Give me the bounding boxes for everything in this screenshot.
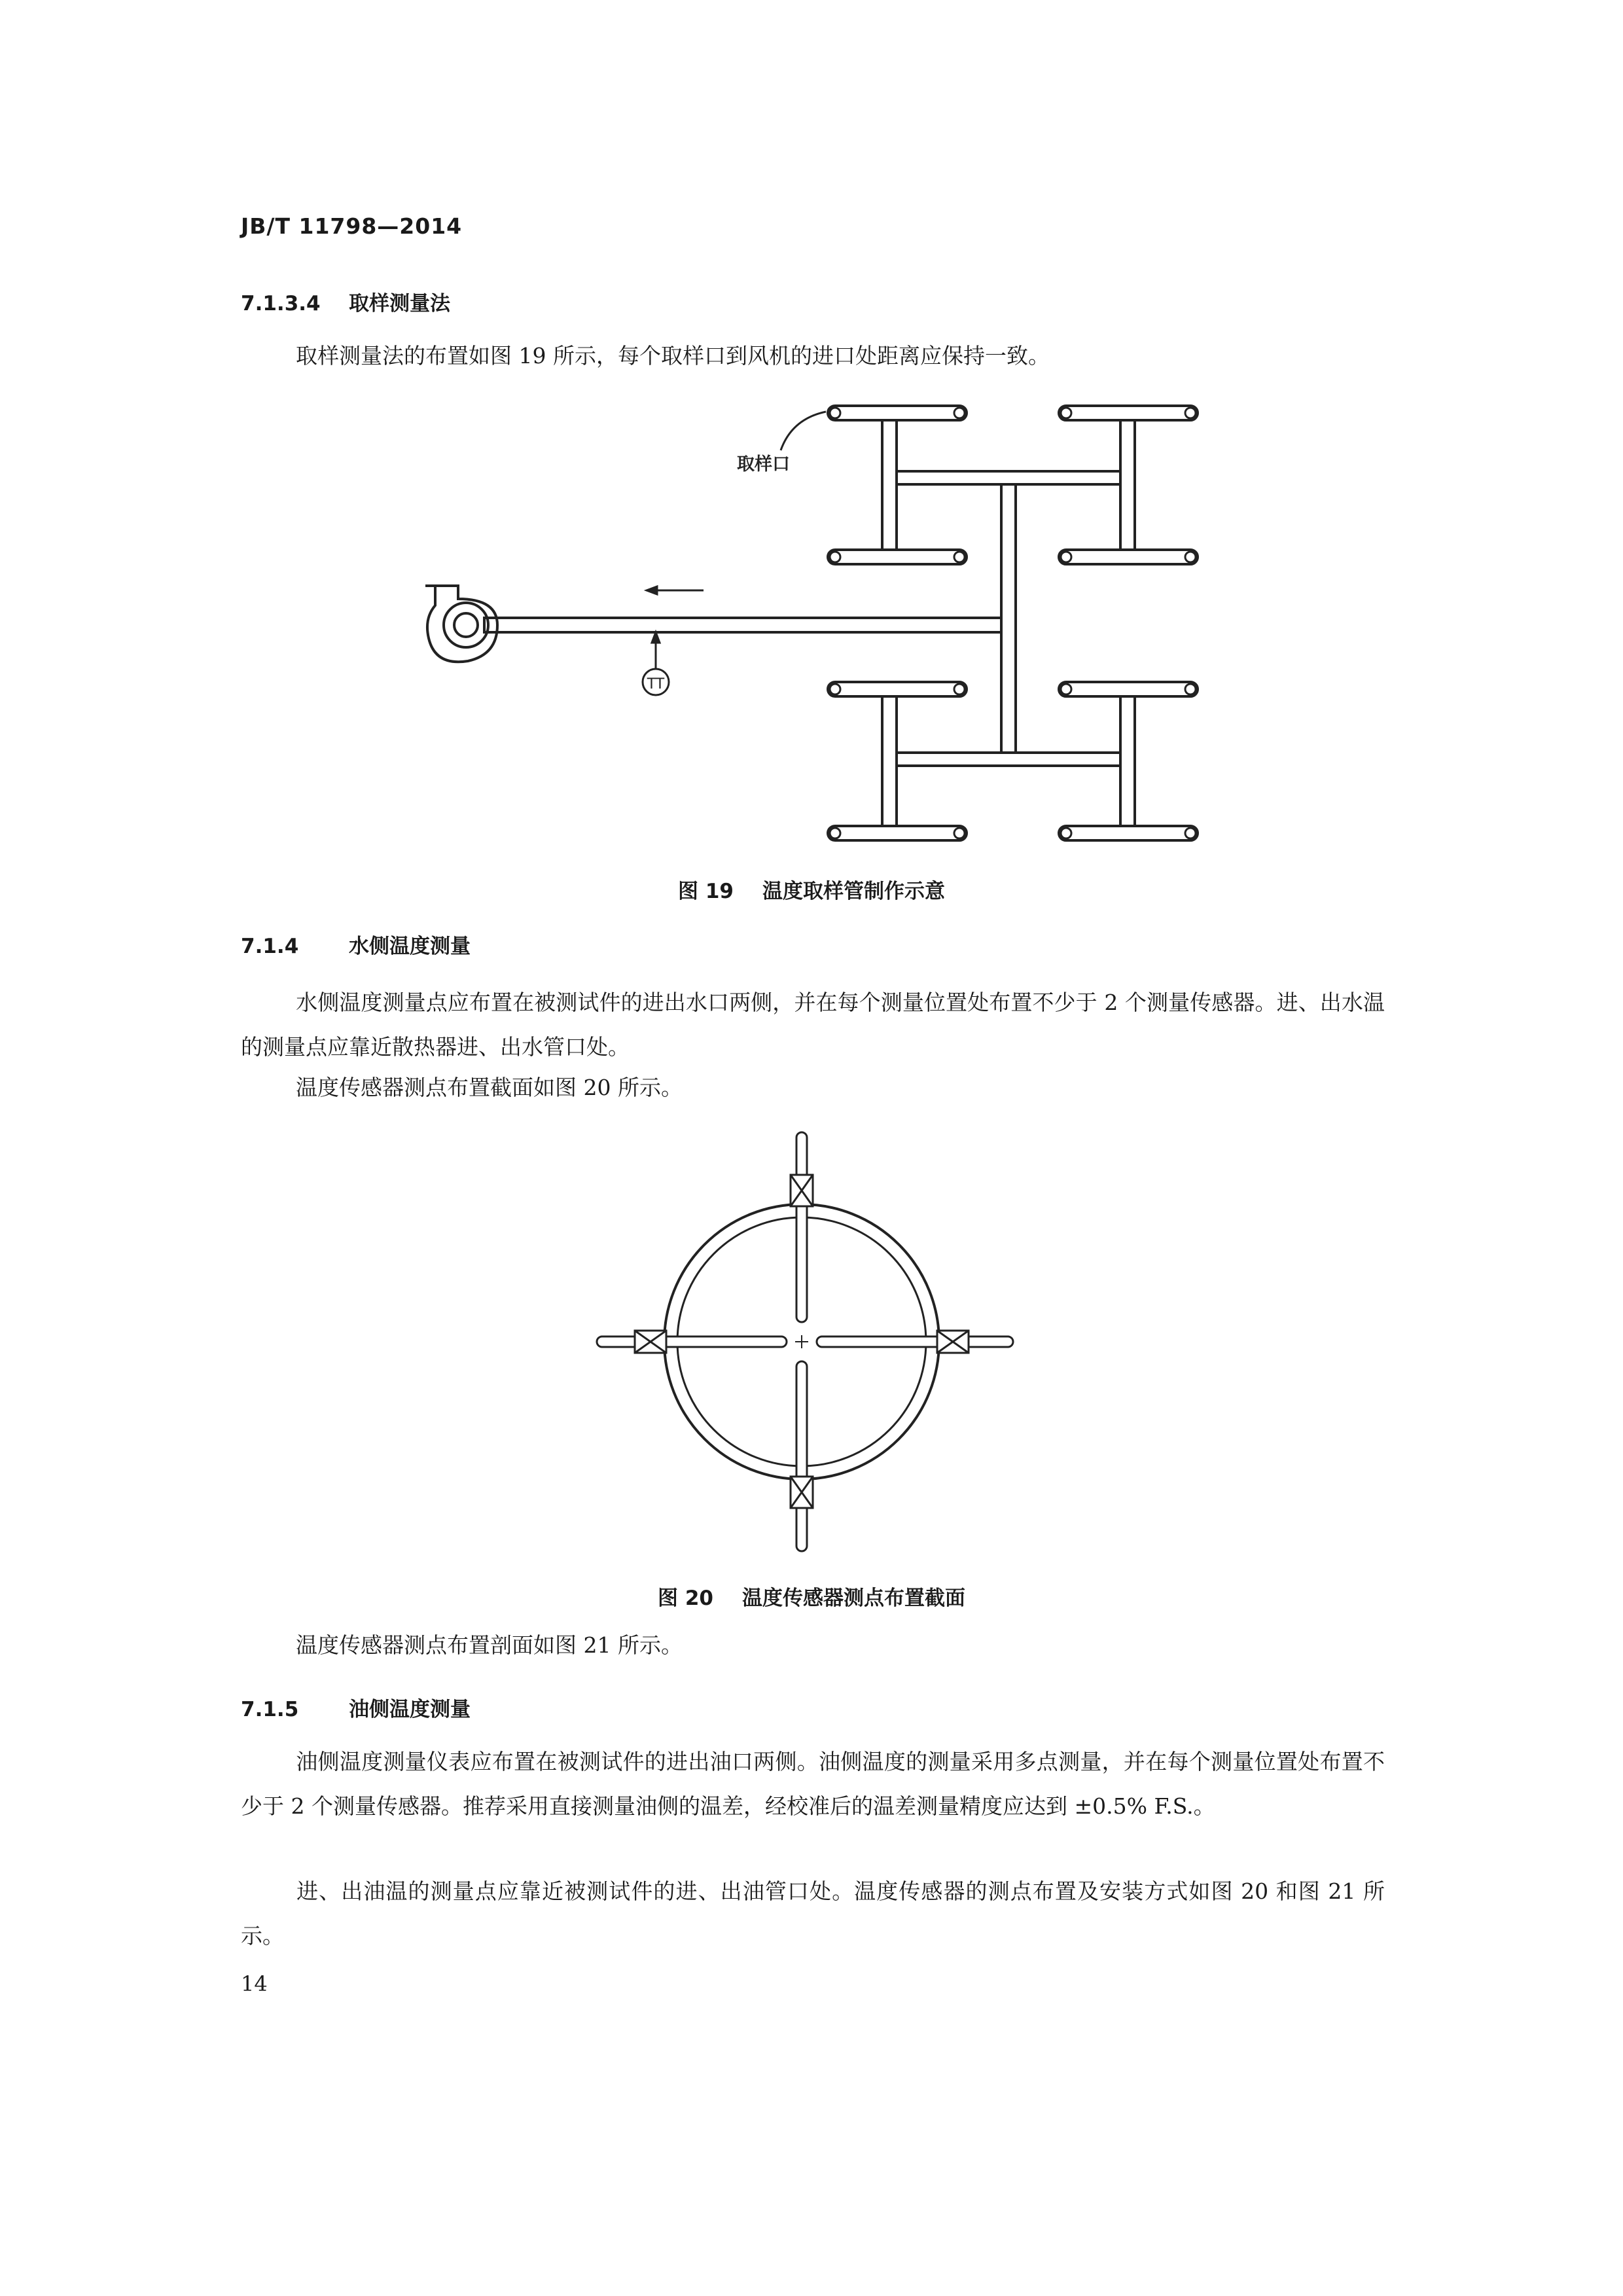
section-number: 7.1.3.4 bbox=[241, 292, 321, 315]
paragraph-text: 温度传感器测点布置截面如图 20 所示。 bbox=[296, 1075, 683, 1100]
sensor-bottom bbox=[791, 1361, 813, 1551]
paragraph-text: 温度传感器测点布置剖面如图 21 所示。 bbox=[296, 1632, 683, 1658]
figure-20-caption bbox=[0, 1581, 1623, 1611]
page-number: 14 bbox=[241, 1971, 268, 1996]
paragraph-text: 进、出油温的测量点应靠近被测试件的进、出油管口处。温度传感器的测点布置及安装方式如图 20 和图 21 所示。 bbox=[241, 1878, 1385, 1948]
section-title: 水侧温度测量 bbox=[349, 935, 471, 958]
paragraph-text: 油侧温度测量仪表应布置在被测试件的进出油口两侧。油侧温度的测量采用多点测量，并在每个测量位置处布置不少于 2 个测量传感器。推荐采用直接测量油侧的温差，经校准后的温差测量精度应达到 ±0.5% F.S.。 bbox=[241, 1749, 1385, 1819]
section-heading-7-1-5 bbox=[241, 1693, 471, 1722]
sensor-right bbox=[817, 1331, 1013, 1353]
paragraph-figure-21-ref bbox=[241, 1623, 1385, 1668]
figure-number: 图 20 bbox=[658, 1587, 713, 1610]
section-number: 7.1.5 bbox=[241, 1698, 299, 1721]
figure-title: 温度取样管制作示意 bbox=[762, 880, 945, 903]
tt-label: TT bbox=[647, 676, 665, 692]
standard-number: JB/T 11798—2014 bbox=[241, 213, 463, 239]
section-title: 油侧温度测量 bbox=[349, 1698, 471, 1721]
paragraph-oil-measure-points bbox=[241, 1869, 1385, 1958]
section-title: 取样测量法 bbox=[349, 292, 450, 315]
figure-number: 图 19 bbox=[678, 880, 734, 903]
paragraph-oil-side bbox=[241, 1740, 1385, 1829]
paragraph-text: 水侧温度测量点应布置在被测试件的进出水口两侧，并在每个测量位置处布置不少于 2 个测量传感器。进、出水温的测量点应靠近散热器进、出水管口处。 bbox=[241, 990, 1385, 1060]
figure-title: 温度传感器测点布置截面 bbox=[741, 1587, 965, 1610]
section-number: 7.1.4 bbox=[241, 935, 299, 958]
sensor-left bbox=[597, 1331, 787, 1353]
sampling-port-label: 取样口 bbox=[737, 454, 790, 475]
paragraph-text: 取样测量法的布置如图 19 所示，每个取样口到风机的进口处距离应保持一致。 bbox=[296, 343, 1050, 368]
sensor-top bbox=[791, 1132, 813, 1322]
